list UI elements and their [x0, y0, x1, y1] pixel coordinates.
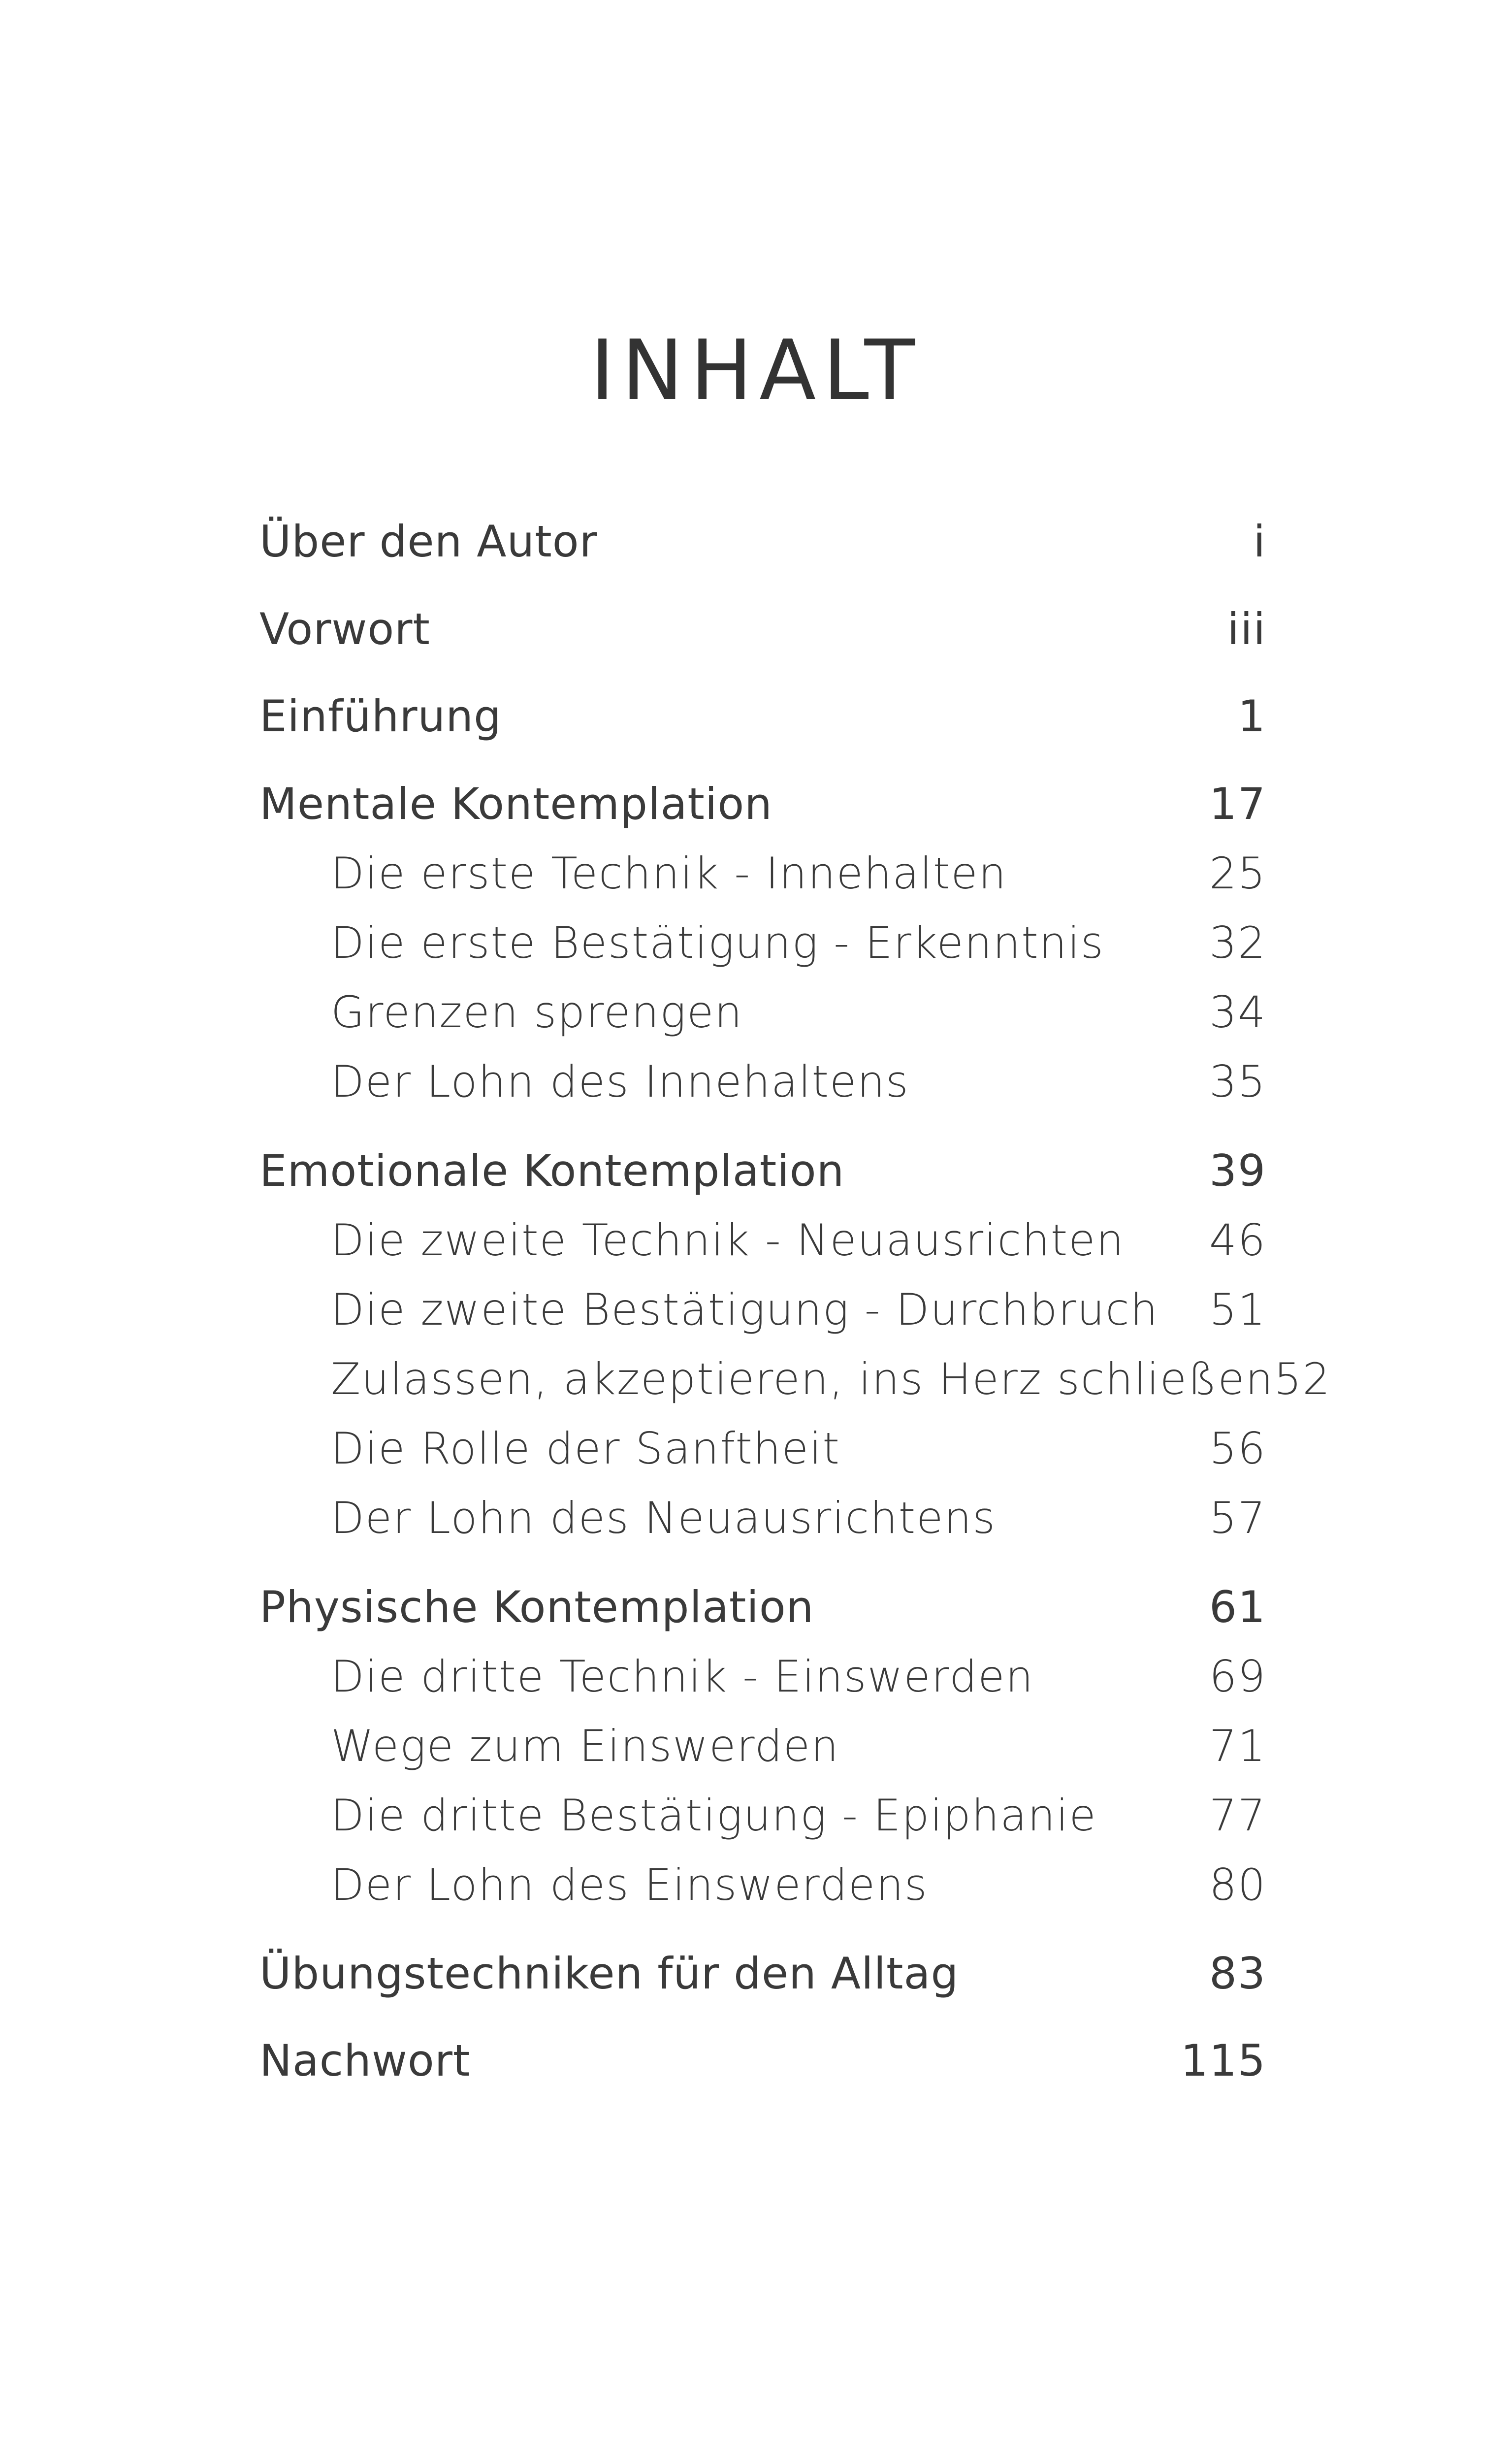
toc-entry-label: Einführung	[259, 691, 502, 742]
toc-entry-page: 35	[1209, 1056, 1266, 1107]
toc-subentry-rolle-sanftheit[interactable]	[259, 1419, 1266, 1478]
toc-entry-page: 39	[1209, 1145, 1266, 1196]
toc-subentry-dritte-technik[interactable]	[259, 1647, 1266, 1706]
toc-entry-label: Grenzen sprengen	[331, 987, 743, 1038]
toc-entry-page: 1	[1238, 691, 1266, 742]
toc-entry-page: 52	[1274, 1354, 1331, 1404]
toc-subentry-lohn-einswerdens[interactable]	[259, 1856, 1266, 1915]
toc-entry-label: Der Lohn des Innehaltens	[331, 1056, 909, 1107]
toc-entry-page: 77	[1209, 1790, 1266, 1841]
toc-entry-vorwort[interactable]	[259, 600, 1266, 659]
toc-subentry-zulassen[interactable]	[259, 1350, 1331, 1409]
toc-entry-label: Vorwort	[259, 604, 430, 654]
toc-entry-page: i	[1253, 516, 1266, 567]
toc-entry-page: 17	[1209, 779, 1266, 829]
toc-entry-label: Zulassen, akzeptieren, ins Herz schließen	[331, 1354, 1274, 1404]
toc-entry-label: Über den Autor	[259, 516, 598, 567]
toc-subentry-grenzen-sprengen[interactable]	[259, 983, 1266, 1042]
toc-entry-page: 51	[1209, 1284, 1266, 1335]
toc-entry-page: 69	[1209, 1651, 1266, 1702]
toc-entry-label: Die erste Technik - Innehalten	[331, 848, 1007, 899]
toc-entry-page: 61	[1209, 1582, 1266, 1632]
toc-subentry-lohn-innehaltens[interactable]	[259, 1052, 1266, 1111]
toc-entry-page: 80	[1209, 1859, 1266, 1910]
toc-entry-label: Emotionale Kontemplation	[259, 1145, 845, 1196]
toc-entry-emotionale-kontemplation[interactable]	[259, 1141, 1266, 1201]
toc-entry-label: Die zweite Bestätigung - Durchbruch	[331, 1284, 1159, 1335]
toc-entry-label: Der Lohn des Einswerdens	[331, 1859, 928, 1910]
toc-subentry-zweite-bestaetigung[interactable]	[259, 1280, 1266, 1339]
toc-entry-label: Der Lohn des Neuausrichtens	[331, 1493, 997, 1543]
toc-entry-uebungstechniken[interactable]	[259, 1944, 1266, 2003]
toc-subentry-zweite-technik[interactable]	[259, 1211, 1266, 1270]
toc-subentry-erste-technik[interactable]	[259, 844, 1266, 903]
toc-entry-label: Die erste Bestätigung - Erkenntnis	[331, 917, 1104, 968]
toc-entry-label: Die dritte Technik - Einswerden	[331, 1651, 1034, 1702]
toc-entry-page: 83	[1209, 1948, 1266, 1999]
toc-entry-nachwort[interactable]	[259, 2031, 1266, 2090]
toc-entry-page: 115	[1181, 2035, 1266, 2086]
toc-entry-label: Nachwort	[259, 2035, 471, 2086]
toc-subentry-dritte-bestaetigung[interactable]	[259, 1786, 1266, 1845]
toc-subentry-wege-einswerden[interactable]	[259, 1717, 1266, 1776]
toc-entry-label: Die zweite Technik - Neuausrichten	[331, 1215, 1125, 1266]
toc-entry-page: 46	[1209, 1215, 1266, 1266]
toc-subentry-lohn-neuausrichtens[interactable]	[259, 1489, 1266, 1548]
toc-entry-label: Physische Kontemplation	[259, 1582, 814, 1632]
toc-entry-page: 34	[1209, 987, 1266, 1038]
toc-entry-page: 25	[1209, 848, 1266, 899]
toc-subentry-erste-bestaetigung[interactable]	[259, 913, 1266, 973]
toc-entry-page: 71	[1209, 1721, 1266, 1771]
toc-entry-mentale-kontemplation[interactable]	[259, 775, 1266, 834]
toc-entry-label: Die Rolle der Sanftheit	[331, 1423, 840, 1474]
toc-entry-physische-kontemplation[interactable]	[259, 1578, 1266, 1637]
toc-entry-page: 57	[1209, 1493, 1266, 1543]
page-title: INHALT	[590, 322, 922, 419]
toc-entry-label: Die dritte Bestätigung - Epiphanie	[331, 1790, 1097, 1841]
toc-entry-page: iii	[1227, 604, 1266, 654]
toc-entry-ueber-den-autor[interactable]	[259, 512, 1266, 571]
toc-entry-page: 56	[1209, 1423, 1266, 1474]
toc-entry-einfuehrung[interactable]	[259, 687, 1266, 746]
toc-entry-label: Übungstechniken für den Alltag	[259, 1948, 959, 1999]
toc-entry-label: Wege zum Einswerden	[331, 1721, 839, 1771]
toc-entry-label: Mentale Kontemplation	[259, 779, 772, 829]
toc-entry-page: 32	[1209, 917, 1266, 968]
